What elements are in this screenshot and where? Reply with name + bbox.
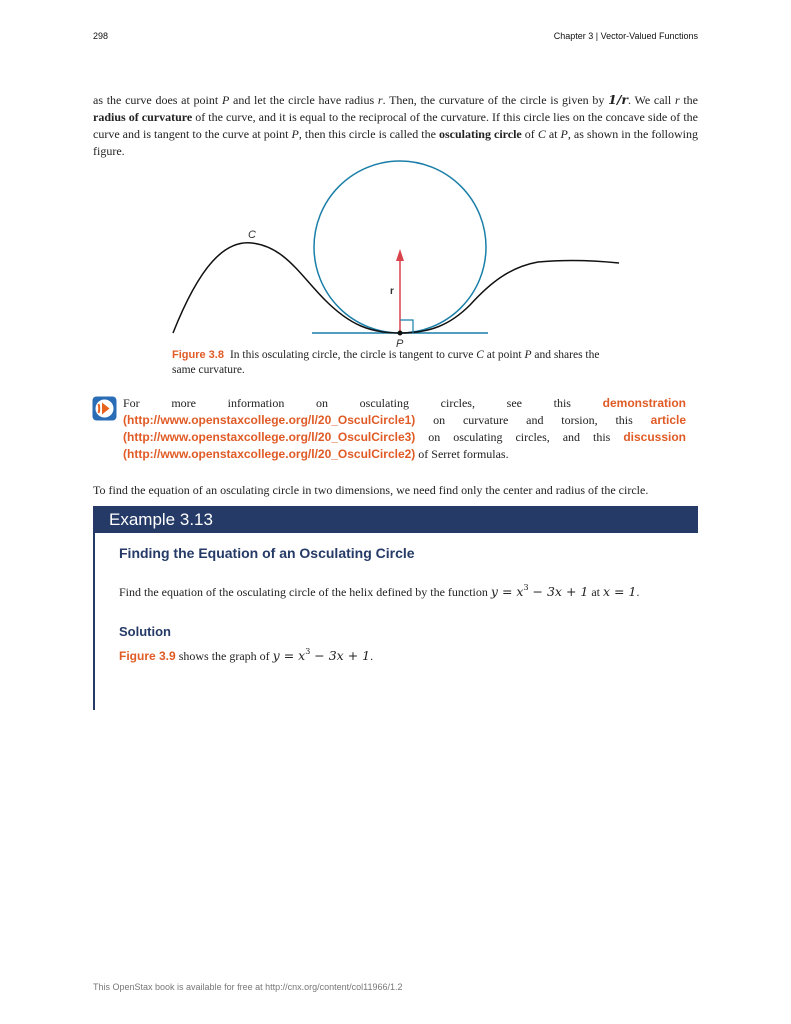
label-p: P [396, 338, 404, 350]
text: on osculating circles, and this [415, 430, 624, 444]
solution-text [119, 647, 373, 664]
var-r: r [674, 93, 680, 107]
curve-c [173, 243, 619, 333]
figure-label: Figure 3.8 [172, 349, 224, 361]
var-c: C [476, 349, 484, 361]
var-r: r [377, 93, 383, 107]
math-part: y = x [490, 584, 524, 599]
page-number: 298 [93, 31, 109, 41]
text: . [370, 649, 374, 663]
text: as the curve does at point [93, 93, 222, 107]
math-part: y = x [272, 648, 306, 663]
math-function [491, 584, 588, 599]
text: , as shown in the following figure. [93, 127, 699, 158]
text: In this osculating circle, the circle is tangent to curve [229, 349, 477, 361]
text: . [636, 585, 640, 599]
text: For more information on osculating circles, see this [123, 396, 603, 410]
example-heading: Finding the Equation of an Osculating Circle [119, 545, 415, 561]
intro-paragraph [93, 91, 698, 160]
right-angle-mark [400, 320, 413, 333]
text: , then this circle is called the [298, 127, 439, 141]
text: and let the circle have radius [229, 93, 378, 107]
example-border [93, 533, 95, 710]
page-footer: This OpenStax book is available for free at http://cnx.org/content/col11966/1.2 [93, 982, 403, 992]
math-exponent: 3 [305, 647, 311, 656]
link-discussion[interactable]: discussion (http://www.openstaxcollege.org/l/20_OsculCircle2) [123, 430, 686, 461]
math-1-over-r: 1/r [608, 92, 628, 107]
var-c: C [537, 127, 546, 141]
media-play-icon [92, 396, 117, 421]
math-exponent: 3 [523, 583, 529, 592]
example-problem [119, 583, 639, 600]
term-radius-of-curvature: radius of curvature [93, 110, 193, 124]
label-c: C [248, 229, 256, 241]
text: on curvature and torsion, this [415, 413, 651, 427]
text: of Serret formulas. [415, 447, 509, 461]
text: at [588, 585, 604, 599]
math-part: − 3x + 1 [528, 584, 589, 599]
text: . Then, the curvature of the circle is given by [382, 93, 609, 107]
example-title: Example 3.13 [93, 506, 698, 533]
text: . We call [627, 93, 675, 107]
text: at [545, 127, 561, 141]
var-p: P [291, 127, 299, 141]
math-x-value [603, 584, 636, 599]
link-figure-3-9[interactable]: Figure 3.9 [119, 649, 176, 663]
radius-arrowhead [396, 249, 404, 261]
term-osculating-circle: osculating circle [438, 127, 522, 141]
solution-heading: Solution [119, 624, 171, 639]
math-function [273, 648, 370, 663]
point-p-dot [398, 331, 403, 336]
text: Find the equation of the osculating circle of the helix defined by the function [119, 585, 491, 599]
paragraph-2: To find the equation of an osculating circle in two dimensions, we need find only the center and radius of the circle. [93, 483, 649, 497]
text: shows the graph of [175, 649, 273, 663]
text: at point [483, 349, 525, 361]
var-p: P [221, 93, 230, 107]
math-part: − 3x + 1 [310, 648, 371, 663]
text: of [521, 127, 538, 141]
osculating-circle-figure [160, 155, 640, 355]
text: and shares the same curvature. [172, 349, 600, 376]
figure-caption [172, 348, 622, 378]
example-box [93, 506, 698, 710]
chapter-title: Chapter 3 | Vector-Valued Functions [553, 31, 698, 41]
var-p: P [524, 349, 532, 361]
var-p: P [560, 127, 568, 141]
text: of the curve, and it is equal to the reciprocal of the curvature. If this circle lies on the concave side of the curve and is tangent to the curve at point [93, 110, 699, 141]
link-demonstration[interactable]: demonstration (http://www.openstaxcollege.org/l/20_OsculCircle1) [123, 396, 686, 427]
media-note [123, 395, 686, 463]
link-article[interactable]: article (http://www.openstaxcollege.org/l/20_OsculCircle3) [123, 413, 686, 444]
math-part: x = 1 [603, 584, 637, 599]
text: the [679, 93, 698, 107]
label-r: r [390, 286, 394, 297]
